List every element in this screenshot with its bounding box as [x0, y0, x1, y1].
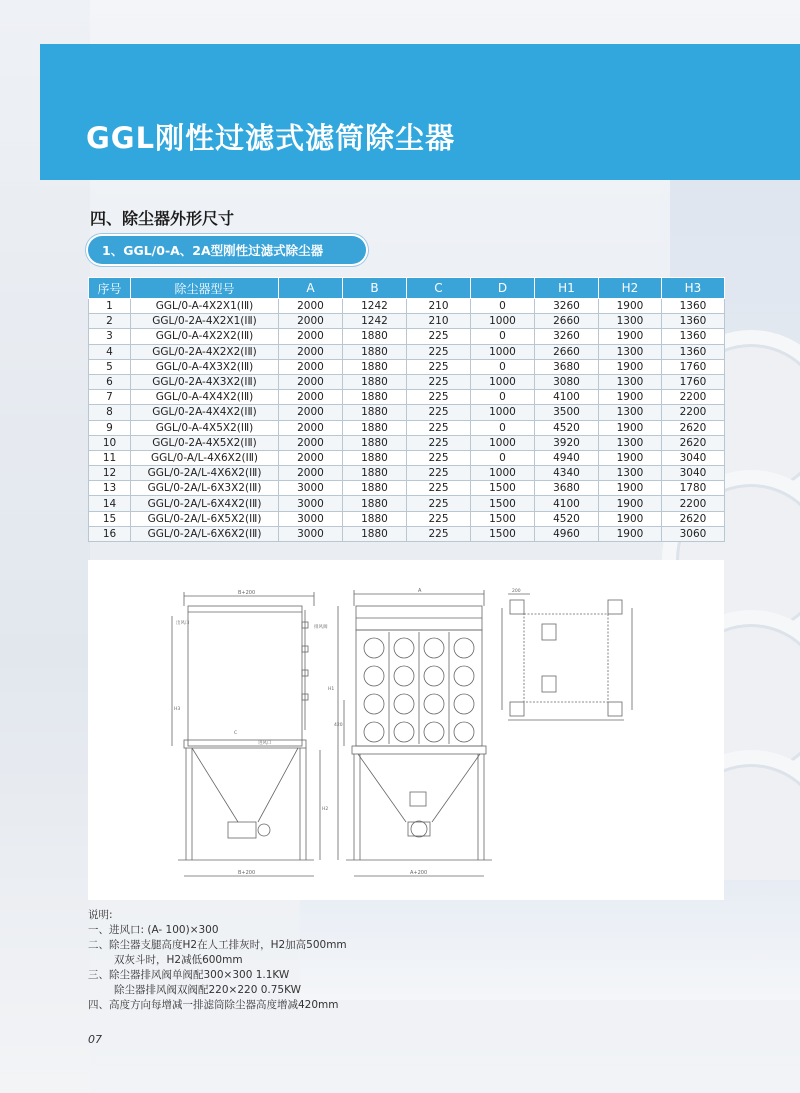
dim-h2: H2	[322, 807, 329, 812]
model-cell: GGL/0-2A/L-4X6X2(ⅠⅡ)	[131, 466, 279, 481]
table-cell: 225	[407, 466, 471, 481]
dimension-table	[88, 277, 725, 542]
table-cell: 10	[89, 435, 131, 450]
table-cell: 2000	[279, 420, 343, 435]
table-cell: 1000	[471, 435, 535, 450]
table-row	[89, 405, 725, 420]
table-cell: 3000	[279, 496, 343, 511]
table-cell: 3000	[279, 526, 343, 541]
table-cell: 2000	[279, 450, 343, 465]
table-cell: 1880	[343, 435, 407, 450]
table-cell: 1500	[471, 526, 535, 541]
table-cell: 1880	[343, 390, 407, 405]
table-row	[89, 450, 725, 465]
table-cell: 15	[89, 511, 131, 526]
table-cell: 4	[89, 344, 131, 359]
model-cell: GGL/0-2A/L-6X4X2(ⅠⅡ)	[131, 496, 279, 511]
table-cell: 8	[89, 405, 131, 420]
model-cell: GGL/0-2A/L-6X5X2(ⅠⅡ)	[131, 511, 279, 526]
table-cell: 3060	[662, 526, 725, 541]
table-cell: 225	[407, 344, 471, 359]
table-cell: 4960	[535, 526, 599, 541]
title-banner	[40, 44, 800, 180]
note-line: 二、除尘器支腿高度H2在人工排灰时，H2加高500mm	[88, 939, 347, 951]
table-cell: 2620	[662, 511, 725, 526]
table-cell: 1300	[599, 435, 662, 450]
table-cell: 1	[89, 299, 131, 314]
table-header-cell: H1	[535, 278, 599, 299]
table-cell: 3000	[279, 511, 343, 526]
table-cell: 1360	[662, 329, 725, 344]
table-cell: 0	[471, 359, 535, 374]
table-cell: 2000	[279, 344, 343, 359]
note-line: 双灰斗时，H2减低600mm	[114, 954, 243, 966]
table-cell: 1880	[343, 496, 407, 511]
table-cell: 1300	[599, 374, 662, 389]
table-cell: 1900	[599, 359, 662, 374]
table-cell: 210	[407, 299, 471, 314]
model-cell: GGL/0-2A-4X2X1(ⅠⅡ)	[131, 314, 279, 329]
table-cell: 1000	[471, 405, 535, 420]
model-cell: GGL/0-A-4X4X2(ⅠⅡ)	[131, 390, 279, 405]
table-body	[89, 299, 725, 542]
label-outlet: 出风口	[176, 621, 190, 626]
table-cell: 1500	[471, 496, 535, 511]
table-row	[89, 344, 725, 359]
table-cell: 1880	[343, 329, 407, 344]
table-row	[89, 435, 725, 450]
table-cell: 2200	[662, 496, 725, 511]
note-line: 三、除尘器排风阀单阀配300×300 1.1KW	[88, 969, 290, 981]
model-cell: GGL/0-2A/L-6X6X2(ⅠⅡ)	[131, 526, 279, 541]
dim-b-top: B+200	[238, 590, 256, 596]
table-cell: 1880	[343, 466, 407, 481]
table-cell: 1880	[343, 359, 407, 374]
table-cell: 1880	[343, 481, 407, 496]
table-row	[89, 390, 725, 405]
table-cell: 1300	[599, 466, 662, 481]
table-cell: 1900	[599, 390, 662, 405]
table-cell: 2000	[279, 359, 343, 374]
dim-a-bottom: A+200	[410, 870, 428, 876]
model-cell: GGL/0-A-4X2X2(ⅠⅡ)	[131, 329, 279, 344]
table-cell: 1242	[343, 299, 407, 314]
model-cell: GGL/0-A-4X3X2(ⅠⅡ)	[131, 359, 279, 374]
table-cell: 1900	[599, 299, 662, 314]
table-cell: 1880	[343, 511, 407, 526]
table-cell: 7	[89, 390, 131, 405]
table-cell: 0	[471, 329, 535, 344]
table-cell: 1360	[662, 344, 725, 359]
dim-a-top: A	[418, 588, 422, 594]
table-cell: 1000	[471, 344, 535, 359]
table-header-cell: H2	[599, 278, 662, 299]
table-cell: 1760	[662, 359, 725, 374]
table-cell: 3920	[535, 435, 599, 450]
table-cell: 1880	[343, 344, 407, 359]
table-cell: 1900	[599, 329, 662, 344]
dim-c: C	[234, 731, 238, 736]
table-cell: 13	[89, 481, 131, 496]
table-cell: 2000	[279, 405, 343, 420]
table-cell: 2000	[279, 374, 343, 389]
table-cell: 225	[407, 435, 471, 450]
table-cell: 1760	[662, 374, 725, 389]
table-row	[89, 481, 725, 496]
subsection-pill	[88, 236, 366, 264]
table-cell: 210	[407, 314, 471, 329]
table-cell: 1780	[662, 481, 725, 496]
model-cell: GGL/0-2A-4X3X2(ⅠⅡ)	[131, 374, 279, 389]
model-cell: GGL/0-2A-4X2X2(ⅠⅡ)	[131, 344, 279, 359]
front-elevation-view	[328, 588, 492, 876]
table-cell: 225	[407, 329, 471, 344]
table-cell: 3680	[535, 359, 599, 374]
plan-view	[502, 588, 632, 720]
dim-h3: H3	[174, 707, 181, 712]
table-cell: 2000	[279, 390, 343, 405]
table-cell: 0	[471, 390, 535, 405]
table-cell: 1880	[343, 526, 407, 541]
table-cell: 1900	[599, 496, 662, 511]
table-header-cell: H3	[662, 278, 725, 299]
filter-cartridge-grid	[364, 632, 474, 744]
table-cell: 3	[89, 329, 131, 344]
table-row	[89, 496, 725, 511]
dim-b-bottom: B+200	[238, 870, 256, 876]
table-cell: 1900	[599, 420, 662, 435]
table-header-cell: B	[343, 278, 407, 299]
table-cell: 225	[407, 420, 471, 435]
table-row	[89, 359, 725, 374]
table-cell: 2660	[535, 314, 599, 329]
notes-block	[88, 908, 688, 1013]
table-cell: 2660	[535, 344, 599, 359]
table-cell: 3040	[662, 450, 725, 465]
table-cell: 1880	[343, 374, 407, 389]
table-cell: 4520	[535, 420, 599, 435]
table-cell: 1000	[471, 466, 535, 481]
table-cell: 1900	[599, 481, 662, 496]
table-cell: 2620	[662, 435, 725, 450]
table-cell: 3500	[535, 405, 599, 420]
model-cell: GGL/0-A-4X2X1(ⅠⅡ)	[131, 299, 279, 314]
table-cell: 0	[471, 299, 535, 314]
dim-h1: H1	[328, 687, 335, 692]
table-cell: 12	[89, 466, 131, 481]
table-cell: 2200	[662, 405, 725, 420]
table-cell: 1300	[599, 405, 662, 420]
table-cell: 11	[89, 450, 131, 465]
table-row	[89, 526, 725, 541]
table-row	[89, 374, 725, 389]
table-cell: 225	[407, 405, 471, 420]
table-cell: 3260	[535, 329, 599, 344]
table-cell: 4340	[535, 466, 599, 481]
notes-heading: 说明:	[88, 909, 113, 921]
model-cell: GGL/0-A-4X5X2(ⅠⅡ)	[131, 420, 279, 435]
subsection-label: 1、GGL/0-A、2A型刚性过滤式除尘器	[102, 243, 324, 258]
table-cell: 1500	[471, 481, 535, 496]
table-cell: 225	[407, 481, 471, 496]
table-cell: 2200	[662, 390, 725, 405]
table-cell: 225	[407, 359, 471, 374]
label-valve: 排风阀	[314, 625, 328, 630]
table-cell: 1880	[343, 420, 407, 435]
table-cell: 1000	[471, 374, 535, 389]
table-cell: 1000	[471, 314, 535, 329]
dim-420: 420	[334, 723, 343, 728]
table-cell: 1360	[662, 314, 725, 329]
side-elevation-view	[172, 590, 328, 876]
label-inlet: 进风口	[258, 741, 272, 746]
table-cell: 6	[89, 374, 131, 389]
table-cell: 3260	[535, 299, 599, 314]
dim-200: 200	[512, 589, 521, 594]
table-cell: 1300	[599, 344, 662, 359]
table-cell: 1900	[599, 511, 662, 526]
table-cell: 16	[89, 526, 131, 541]
table-cell: 2000	[279, 466, 343, 481]
table-cell: 1900	[599, 450, 662, 465]
table-cell: 4520	[535, 511, 599, 526]
section-title: 四、除尘器外形尺寸	[90, 209, 235, 228]
table-cell: 5	[89, 359, 131, 374]
table-header-row	[89, 278, 725, 299]
table-cell: 225	[407, 374, 471, 389]
table-cell: 2000	[279, 314, 343, 329]
page-number: 07	[88, 1033, 102, 1046]
table-cell: 1900	[599, 526, 662, 541]
table-cell: 225	[407, 496, 471, 511]
table-header-cell: 除尘器型号	[131, 278, 279, 299]
table-cell: 14	[89, 496, 131, 511]
table-cell: 2000	[279, 435, 343, 450]
table-cell: 1500	[471, 511, 535, 526]
table-cell: 3080	[535, 374, 599, 389]
table-cell: 1880	[343, 405, 407, 420]
table-header-cell: C	[407, 278, 471, 299]
table-row	[89, 329, 725, 344]
table-cell: 9	[89, 420, 131, 435]
table-cell: 3680	[535, 481, 599, 496]
table-cell: 1360	[662, 299, 725, 314]
table-cell: 0	[471, 450, 535, 465]
model-cell: GGL/0-A/L-4X6X2(ⅠⅡ)	[131, 450, 279, 465]
table-cell: 225	[407, 526, 471, 541]
page-title: GGL刚性过滤式滤筒除尘器	[86, 121, 456, 155]
note-line: 四、高度方向每增减一排滤筒除尘器高度增减420mm	[88, 999, 339, 1011]
table-header-cell: A	[279, 278, 343, 299]
table-cell: 4100	[535, 390, 599, 405]
table-row	[89, 314, 725, 329]
table-cell: 1242	[343, 314, 407, 329]
table-cell: 4100	[535, 496, 599, 511]
table-header-cell: 序号	[89, 278, 131, 299]
table-cell: 3040	[662, 466, 725, 481]
table-row	[89, 511, 725, 526]
model-cell: GGL/0-2A-4X5X2(ⅠⅡ)	[131, 435, 279, 450]
table-cell: 2000	[279, 299, 343, 314]
table-cell: 2	[89, 314, 131, 329]
table-cell: 2620	[662, 420, 725, 435]
table-cell: 0	[471, 420, 535, 435]
table-cell: 225	[407, 511, 471, 526]
table-row	[89, 420, 725, 435]
technical-drawing	[88, 560, 724, 900]
table-cell: 225	[407, 450, 471, 465]
note-line: 一、进风口: (A- 100)×300	[88, 924, 219, 936]
table-header-cell: D	[471, 278, 535, 299]
table-cell: 1880	[343, 450, 407, 465]
model-cell: GGL/0-2A/L-6X3X2(ⅠⅡ)	[131, 481, 279, 496]
table-cell: 3000	[279, 481, 343, 496]
table-row	[89, 299, 725, 314]
table-cell: 4940	[535, 450, 599, 465]
model-cell: GGL/0-2A-4X4X2(ⅠⅡ)	[131, 405, 279, 420]
note-line: 除尘器排风阀双阀配220×220 0.75KW	[114, 984, 301, 996]
table-row	[89, 466, 725, 481]
table-cell: 2000	[279, 329, 343, 344]
table-cell: 1300	[599, 314, 662, 329]
drawing-svg	[88, 560, 724, 900]
table-cell: 225	[407, 390, 471, 405]
